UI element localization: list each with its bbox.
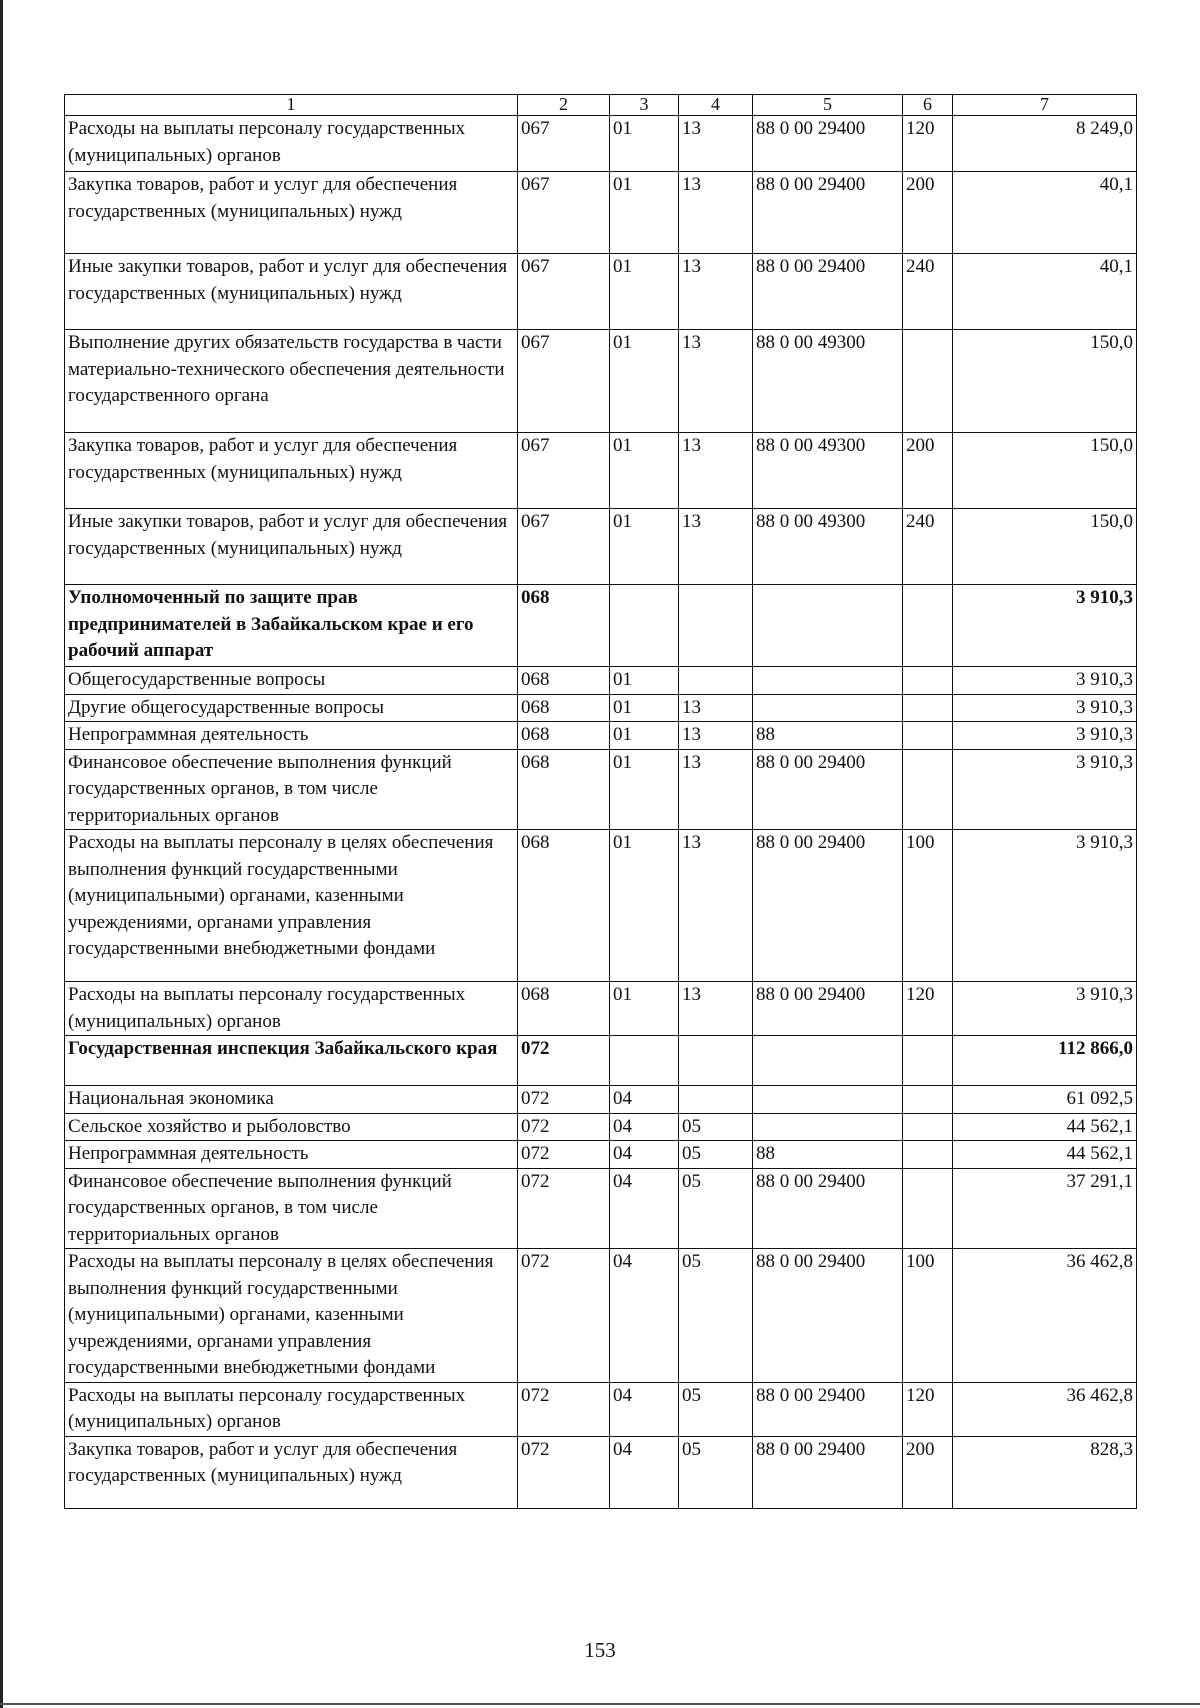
table-row [65,509,1137,585]
amount-cell: 37 291,1 [953,1168,1137,1249]
expense-type-cell: 240 [903,509,953,585]
ministry-code-cell: 067 [518,254,610,330]
target-article-cell: 88 [753,722,903,750]
expense-type-cell [903,1141,953,1169]
expense-type-cell [903,722,953,750]
ministry-code-cell: 067 [518,330,610,433]
expense-type-cell: 100 [903,830,953,982]
section-code-cell: 01 [610,433,679,509]
table-row [65,1113,1137,1141]
subsection-code-cell [679,667,753,695]
amount-cell: 828,3 [953,1436,1137,1508]
target-article-cell: 88 0 00 29400 [753,1382,903,1436]
table-row [65,585,1137,667]
target-article-cell: 88 0 00 29400 [753,116,903,172]
expense-name-cell: Финансовое обеспечение выполнения функций государственных органов, в том числе территориальных органов [65,749,518,830]
expense-name-cell: Уполномоченный по защите прав предпринимателей в Забайкальском крае и его рабочий аппарат [65,585,518,667]
target-article-cell [753,585,903,667]
amount-cell: 36 462,8 [953,1249,1137,1383]
subsection-code-cell [679,585,753,667]
target-article-cell: 88 0 00 29400 [753,982,903,1036]
expense-name-cell: Общегосударственные вопросы [65,667,518,695]
amount-cell: 3 910,3 [953,722,1137,750]
target-article-cell [753,1086,903,1114]
table-row [65,254,1137,330]
table-row [65,172,1137,254]
expense-name-cell: Выполнение других обязательств государства в части материально-технического обеспечения деятельности государственного органа [65,330,518,433]
table-row [65,1249,1137,1383]
subsection-code-cell: 13 [679,722,753,750]
subsection-code-cell: 13 [679,982,753,1036]
section-code-cell: 04 [610,1141,679,1169]
ministry-code-cell: 067 [518,172,610,254]
ministry-code-cell: 072 [518,1141,610,1169]
amount-cell: 3 910,3 [953,830,1137,982]
subsection-code-cell [679,1086,753,1114]
column-number-7: 7 [953,95,1137,116]
table-row [65,1086,1137,1114]
column-number-4: 4 [679,95,753,116]
section-code-cell: 01 [610,667,679,695]
subsection-code-cell: 13 [679,172,753,254]
page-number: 153 [584,1638,616,1662]
subsection-code-cell [679,1036,753,1086]
table-row [65,722,1137,750]
expense-type-cell: 120 [903,1382,953,1436]
amount-cell: 44 562,1 [953,1141,1137,1169]
table-row [65,830,1137,982]
header-row [65,95,1137,116]
section-code-cell: 01 [610,116,679,172]
table-row [65,330,1137,433]
section-code-cell: 01 [610,749,679,830]
expense-name-cell: Расходы на выплаты персоналу государственных (муниципальных) органов [65,982,518,1036]
subsection-code-cell: 05 [679,1436,753,1508]
expense-name-cell: Непрограммная деятельность [65,1141,518,1169]
subsection-code-cell: 13 [679,694,753,722]
section-code-cell: 01 [610,722,679,750]
subsection-code-cell: 05 [679,1382,753,1436]
expense-name-cell: Расходы на выплаты персоналу в целях обеспечения выполнения функций государственными (муниципальными) органами, казенными учреждениями, органами управления государственными внебюджетными фондами [65,1249,518,1383]
column-number-5: 5 [753,95,903,116]
ministry-code-cell: 068 [518,749,610,830]
amount-cell: 150,0 [953,330,1137,433]
amount-cell: 3 910,3 [953,982,1137,1036]
ministry-code-cell: 072 [518,1086,610,1114]
expense-type-cell: 120 [903,982,953,1036]
expense-name-cell: Закупка товаров, работ и услуг для обеспечения государственных (муниципальных) нужд [65,1436,518,1508]
expense-type-cell: 100 [903,1249,953,1383]
column-number-6: 6 [903,95,953,116]
table-row [65,1436,1137,1508]
ministry-code-cell: 067 [518,116,610,172]
target-article-cell [753,667,903,695]
ministry-code-cell: 072 [518,1249,610,1383]
ministry-code-cell: 068 [518,722,610,750]
expense-name-cell: Непрограммная деятельность [65,722,518,750]
ministry-code-cell: 072 [518,1382,610,1436]
target-article-cell: 88 0 00 49300 [753,509,903,585]
section-code-cell: 01 [610,172,679,254]
column-number-3: 3 [610,95,679,116]
expense-name-cell: Государственная инспекция Забайкальского края [65,1036,518,1086]
subsection-code-cell: 13 [679,254,753,330]
ministry-code-cell: 068 [518,694,610,722]
expense-name-cell: Другие общегосударственные вопросы [65,694,518,722]
expense-type-cell: 200 [903,172,953,254]
expense-type-cell [903,749,953,830]
target-article-cell: 88 0 00 29400 [753,1249,903,1383]
expense-type-cell [903,1113,953,1141]
expense-name-cell: Иные закупки товаров, работ и услуг для обеспечения государственных (муниципальных) нужд [65,254,518,330]
amount-cell: 112 866,0 [953,1036,1137,1086]
column-number-2: 2 [518,95,610,116]
section-code-cell [610,1036,679,1086]
subsection-code-cell: 13 [679,830,753,982]
subsection-code-cell: 05 [679,1168,753,1249]
expense-name-cell: Сельское хозяйство и рыболовство [65,1113,518,1141]
amount-cell: 150,0 [953,509,1137,585]
target-article-cell: 88 0 00 29400 [753,172,903,254]
table-row [65,433,1137,509]
target-article-cell: 88 [753,1141,903,1169]
table-row [65,1036,1137,1086]
ministry-code-cell: 067 [518,433,610,509]
target-article-cell [753,1036,903,1086]
expense-type-cell [903,330,953,433]
section-code-cell: 01 [610,830,679,982]
table-row [65,116,1137,172]
expense-name-cell: Расходы на выплаты персоналу в целях обеспечения выполнения функций государственными (муниципальными) органами, казенными учреждениями, органами управления государственными внебюджетными фондами [65,830,518,982]
amount-cell: 3 910,3 [953,749,1137,830]
amount-cell: 44 562,1 [953,1113,1137,1141]
amount-cell: 40,1 [953,254,1137,330]
section-code-cell: 01 [610,694,679,722]
expense-name-cell: Расходы на выплаты персоналу государственных (муниципальных) органов [65,1382,518,1436]
target-article-cell [753,694,903,722]
subsection-code-cell: 05 [679,1113,753,1141]
expense-name-cell: Закупка товаров, работ и услуг для обеспечения государственных (муниципальных) нужд [65,433,518,509]
table-row [65,694,1137,722]
ministry-code-cell: 068 [518,982,610,1036]
expense-type-cell [903,1036,953,1086]
table-row [65,982,1137,1036]
section-code-cell: 04 [610,1086,679,1114]
table-row [65,1168,1137,1249]
amount-cell: 3 910,3 [953,667,1137,695]
section-code-cell: 04 [610,1436,679,1508]
ministry-code-cell: 072 [518,1168,610,1249]
section-code-cell: 01 [610,982,679,1036]
ministry-code-cell: 068 [518,585,610,667]
target-article-cell: 88 0 00 29400 [753,1168,903,1249]
expense-name-cell: Закупка товаров, работ и услуг для обеспечения государственных (муниципальных) нужд [65,172,518,254]
table-row [65,667,1137,695]
amount-cell: 150,0 [953,433,1137,509]
column-number-1: 1 [65,95,518,116]
expense-type-cell: 120 [903,116,953,172]
amount-cell: 61 092,5 [953,1086,1137,1114]
scan-edge-bottom [0,1703,1200,1705]
ministry-code-cell: 072 [518,1113,610,1141]
table-row [65,1141,1137,1169]
target-article-cell: 88 0 00 49300 [753,433,903,509]
section-code-cell: 04 [610,1249,679,1383]
target-article-cell: 88 0 00 49300 [753,330,903,433]
section-code-cell: 04 [610,1382,679,1436]
ministry-code-cell: 067 [518,509,610,585]
ministry-code-cell: 072 [518,1436,610,1508]
subsection-code-cell: 13 [679,116,753,172]
table-row [65,749,1137,830]
section-code-cell: 01 [610,509,679,585]
subsection-code-cell: 13 [679,749,753,830]
target-article-cell [753,1113,903,1141]
expense-name-cell: Иные закупки товаров, работ и услуг для обеспечения государственных (муниципальных) нужд [65,509,518,585]
table-row [65,1382,1137,1436]
subsection-code-cell: 13 [679,433,753,509]
ministry-code-cell: 068 [518,830,610,982]
subsection-code-cell: 05 [679,1249,753,1383]
expense-name-cell: Финансовое обеспечение выполнения функций государственных органов, в том числе территориальных органов [65,1168,518,1249]
budget-table [64,94,1137,1509]
expense-type-cell [903,1168,953,1249]
section-code-cell: 04 [610,1168,679,1249]
subsection-code-cell: 13 [679,509,753,585]
target-article-cell: 88 0 00 29400 [753,749,903,830]
section-code-cell: 04 [610,1113,679,1141]
amount-cell: 8 249,0 [953,116,1137,172]
scan-edge [0,0,3,1708]
section-code-cell: 01 [610,330,679,433]
target-article-cell: 88 0 00 29400 [753,830,903,982]
amount-cell: 36 462,8 [953,1382,1137,1436]
subsection-code-cell: 13 [679,330,753,433]
expense-name-cell: Национальная экономика [65,1086,518,1114]
amount-cell: 3 910,3 [953,694,1137,722]
ministry-code-cell: 068 [518,667,610,695]
expense-type-cell [903,1086,953,1114]
expense-type-cell: 200 [903,433,953,509]
expense-type-cell: 240 [903,254,953,330]
amount-cell: 3 910,3 [953,585,1137,667]
target-article-cell: 88 0 00 29400 [753,1436,903,1508]
expense-type-cell [903,585,953,667]
target-article-cell: 88 0 00 29400 [753,254,903,330]
section-code-cell: 01 [610,254,679,330]
ministry-code-cell: 072 [518,1036,610,1086]
expense-type-cell [903,667,953,695]
expense-name-cell: Расходы на выплаты персоналу государственных (муниципальных) органов [65,116,518,172]
expense-type-cell: 200 [903,1436,953,1508]
subsection-code-cell: 05 [679,1141,753,1169]
section-code-cell [610,585,679,667]
amount-cell: 40,1 [953,172,1137,254]
expense-type-cell [903,694,953,722]
